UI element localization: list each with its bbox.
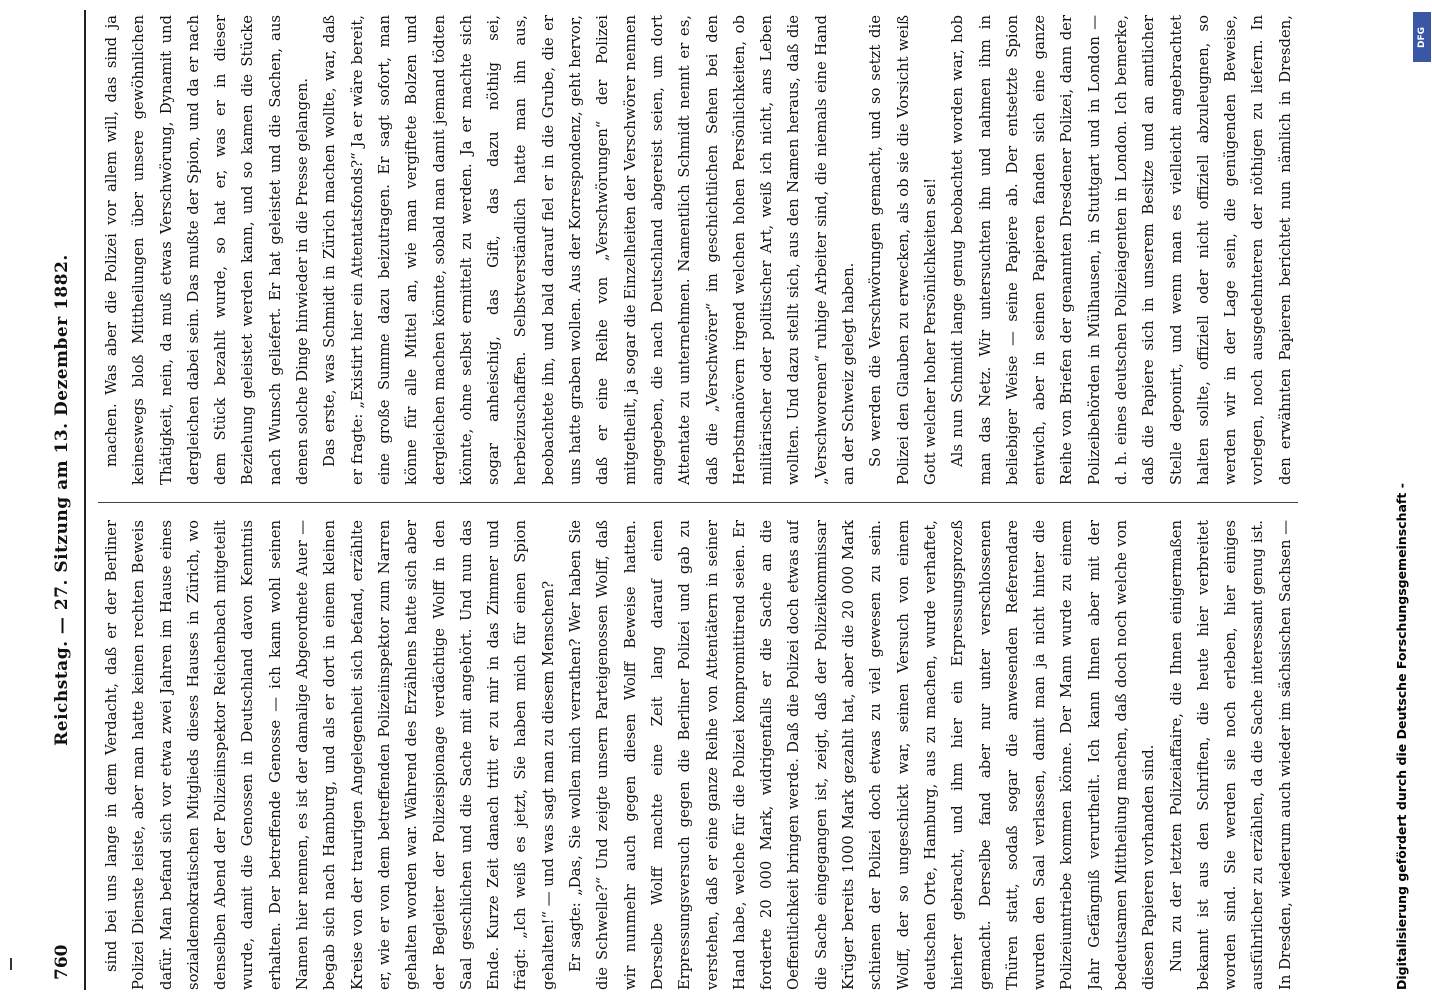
page-number: 760 [52,944,72,980]
digitization-credit: Digitalisierung gefördert durch die Deutsche Forschungsgemeinschaft - [1394,483,1409,990]
scan-edge-mark [10,958,12,970]
page-header [40,10,88,990]
paragraph: Er sagte: „Das, Sie wollen mich verrathen? Wer haben Sie die Schwelle?“ Und zeigte unsern Parteigenossen Wolff, daß wir nunmehr auch gegen diesen Wolff Beweise hatten. Derselbe Wolff machte eine Zeit lang darauf einen Erpressungsversuch gegen die Berliner Polizei und gab zu verstehen, daß er eine ganze Reihe von Attentätern in seiner Hand habe, welche für die Polizei kompromittirend seien. Er forderte 20 000 Mark, widrigenfalls er die Sache an die Oeffentlichkeit bringen werde. Daß die Polizei doch etwas auf die Sache eingegangen ist, zeigt, daß der Polizeikommissar Krüger bereits 1000 Mark gezahlt hat, aber die 20 000 Mark schienen der Polizei doch etwas zu viel gewesen zu sein. Wolff, der so ungeschickt war, seinen Versuch von einem deutschen Orte, Hamburg, aus zu machen, wurde verhaftet, hierher gebracht, und ihm hier ein Erpressungsprozeß gemacht. Derselbe fand aber nur unter verschlossenen Thüren statt, sodaß sogar die anwesenden Referendare wurden den Saal verlassen, damit man ja nicht hinter die Polizeiumtriebe kommen könne. Der Mann wurde zu einem Jahr Gefängniß verurtheilt. Ich kann Ihnen aber mit der bedeutsamen Mittheilung machen, daß doch noch welche von diesen Papieren vorhanden sind. [567,520,1158,990]
paragraph: Als nun Schmidt lange genug beobachtet worden war, hob man das Netz. Wir untersuchten ihn und nahmen ihm in beliebiger Weise — seine Papiere ab. Der entsetzte Spion entwich, aber in seinen Papieren fanden sich eine ganze Reihe von Briefen der genannten Dresdener Polizei, dann der Polizeibehörden in Mülhausen, in Stuttgart und in London — d. h. eines deutschen Polizeiagenten in London. Ich bemerke, daß die Papiere sich in unserem Besitze und an amtlicher Stelle deponirt, und wenn man es vielleicht angebrachtet halten sollte, offiziell oder nicht offiziell abzuleugnen, so werden wir in der Lage sein, die genügenden Beweise, vorlegen, noch ausgedehnteren der nöthigen zu liefern. In den erwähnten Papieren berichtet nun nämlich in Dresden, [949,15,1294,485]
paragraph: So werden die Verschwörungen gemacht, und so setzt die Polizei den Glauben zu erwecken, als ob sie die Vorsicht weiß Gott welcher hoher Persönlichkeiten sei! [867,15,939,485]
header-rule [84,10,86,990]
rotated-page [40,10,1340,990]
paragraph: sind bei uns lange in dem Verdacht, daß er der Berliner Polizei Dienste leiste, aber man hatte keinen rechten Beweis dafür. Man befand sich vor etwa zwei Jahren im Hause eines sozialdemokratischen Mitglieds dieses Hauses in Zürich, wo denselben Abend der Polizeiinspektor Reichenbach mitgeteilt wurde, damit die Genossen in Deutschland davon Kenntnis erhalten. Der betreffende Genosse — ich kann wohl seinen Namen hier nennen, es ist der damalige Abgeordnete Auer — begab sich nach Hamburg, und als er dort in einem kleinen Kreise von der traurigen Angelegenheit sich befand, erzählte er, wie er von dem betreffenden Polizeiinspektor zum Narren gehalten worden war. Während des Erzählens hatte sich aber der Begleiter der Polizeispionage verdächtige Wolff in den Saal geschlichen und die Sache mit angehört. Und nun das Ende. Kurze Zeit danach tritt er zu mir in das Zimmer und frägt: „Ich weiß es jetzt, Sie haben mich für einen Spion gehalten!“ — und was sagt man zu diesem Menschen? [103,520,557,990]
paragraph: Das erste, was Schmidt in Zürich machen wollte, war, daß er fragte: „Existirt hier ein Attentatsfonds?“ Ja er wäre bereit, eine große Summe dazu beizutragen. Er sagt sofort, man könne für alle Mittel an, wie man vergiftete Bolzen und dergleichen machen könnte, sobald man damit jemand tödten könnte, ohne selbst ermittelt zu werden. Ja er machte sich sogar anheischig, das Gift, das dazu nöthig sei, herbeizuschaffen. Selbstverständlich hatte man ihn aus, beobachtete ihn, und bald darauf fiel er in die Grube, die er uns hatte graben wollen. Aus der Korrespondenz, geht hervor, daß er eine Reihe von „Verschwörungen“ der Polizei mitgetheilt, ja sogar die Einzelheiten der Verschwörer nennen angegeben, die nach Deutschland abgereist seien, um dort Attentate zu unternehmen. Namentlich Schmidt nennt er es, daß die „Verschwörer“ im geschichtlichen Sehen bei den Herbstmanövern irgend welchen hohen Persönlichkeiten, ob militärischer oder politischer Art, weiß ich nicht, ans Leben wollten. Und dazu stellt sich, aus den Namen heraus, daß die „Verschworenen“ ruhige Arbeiter sind, die niemals eine Hand an der Schweiz gelegt haben. [321,15,858,485]
paragraph: machen. Was aber die Polizei vor allem will, das sind ja keineswegs bloß Mittheilungen über unsere gewöhnlichen Thätigkeit, nein, da muß etwas Verschwörung, Dynamit und dergleichen dabei sein. Das mußte der Spion, und da er nach dem Stück bezahlt wurde, so hat er, was er in dieser Beziehung geleistet werden kann, und so kamen die Stücke nach Wunsch geliefert. Er hat geleistet und die Sachen, aus denen solche Dinge hinwieder in die Presse gelangen. [103,15,312,485]
right-column [98,15,1298,485]
column-divider [98,502,1298,503]
left-column [98,520,1298,990]
running-title: Reichstag. — 27. Sitzung am 13. Dezember 1882. [52,254,72,746]
dfg-logo-icon: DFG [1413,12,1431,62]
paragraph: Nun zu der letzten Polizeiaffaire, die Ihnen einigermaßen bekannt ist aus den Schriften, die heute hier verbreitet worden sind. Sie werden sie noch erleben, hier einiges ausführlicher zu erzählen, da die Sache interessant genug ist. In Dresden, wiederum auch wieder im sächsischen Sachsen — [1167,520,1294,990]
